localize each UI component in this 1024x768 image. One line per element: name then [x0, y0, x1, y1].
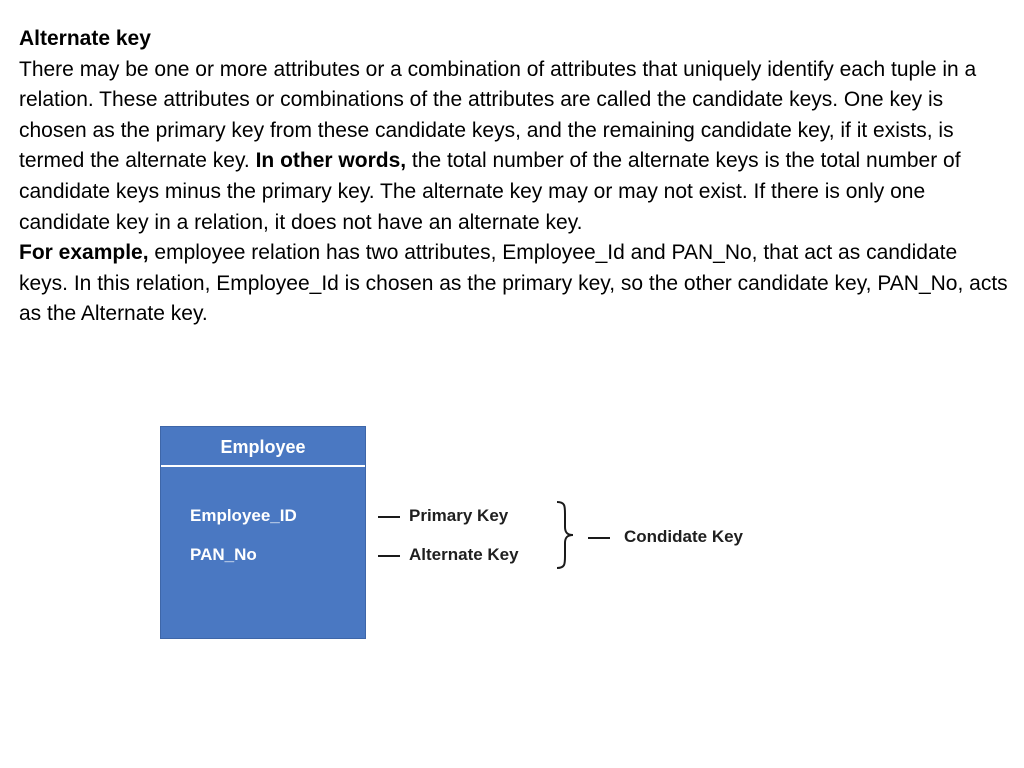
for-example-label: For example,	[19, 241, 149, 265]
example-text: employee relation has two attributes, Employee_Id and PAN_No, that act as candidate keys. In this relation, Employee_Id is chosen as the primary key, so the other candidate key, PAN_No, acts as the Alternate key.	[19, 241, 1008, 326]
candidate-key-connector	[588, 537, 610, 539]
closing-brace-icon	[553, 500, 583, 570]
attribute-pan-no: PAN_No	[190, 545, 257, 564]
employee-entity-box	[160, 426, 366, 639]
attribute-employee-id: Employee_ID	[190, 506, 297, 525]
candidate-key-label: Condidate Key	[624, 527, 744, 546]
section-heading: Alternate key	[19, 27, 151, 50]
definition-text-2: the total number of the alternate keys is the total number of candidate keys minus the primary key. The alternate key may or may not exist. If there is only one candidate key in a relation, it does not have an alternate key.	[19, 149, 961, 234]
primary-key-label: Primary Key	[409, 506, 509, 525]
alternate-key-connector	[378, 555, 400, 557]
definition-text-1: There may be one or more attributes or a combination of attributes that uniquely identify each tuple in a relation. These attributes or combinations of the attributes are called the candidate keys. One key is chosen as the primary key from these candidate keys, and the remaining candidate key, if it exists, is termed the alternate key.	[19, 57, 977, 173]
entity-divider	[161, 465, 365, 467]
entity-title: Employee	[220, 437, 306, 457]
alternate-key-label: Alternate Key	[409, 545, 519, 564]
primary-key-connector	[378, 516, 400, 518]
in-other-words-label: In other words,	[255, 149, 407, 173]
